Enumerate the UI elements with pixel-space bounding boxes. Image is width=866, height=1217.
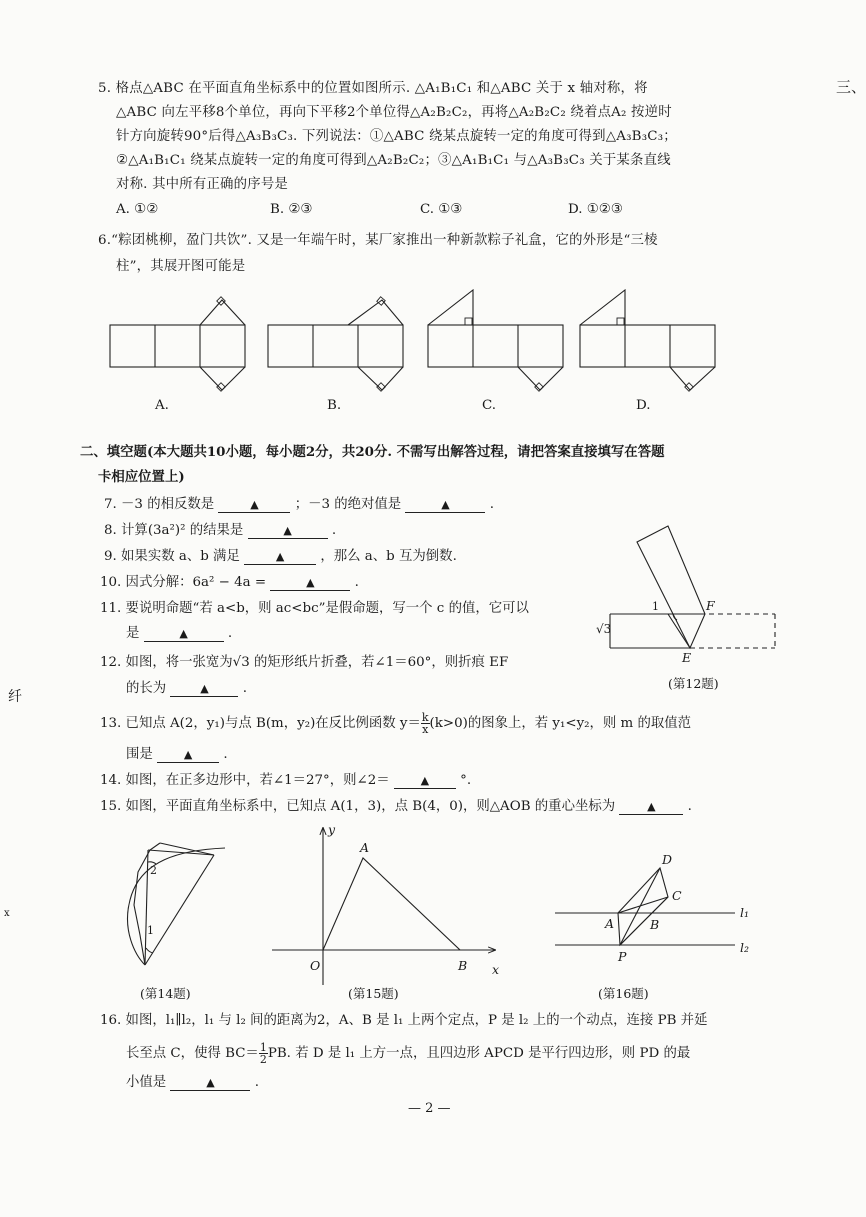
q5-option-c: C. ①③ — [420, 202, 463, 217]
q10-text-a: 10. 因式分解：6a² − 4a = — [100, 575, 267, 590]
fig15-label-a: A — [360, 840, 370, 855]
q7-text-a: 7. －3 的相反数是 — [104, 497, 215, 512]
q16-text-a: 长至点 C，使得 BC＝ — [126, 1046, 259, 1061]
q16-fraction — [259, 1042, 268, 1065]
net-a-label: A. — [155, 398, 169, 413]
fig14-caption: (第14题) — [140, 986, 191, 1001]
answer-mark: ▲ — [647, 800, 656, 813]
q16-text-d: . — [254, 1075, 259, 1090]
fig14-label-angle1: 1 — [147, 924, 154, 937]
fig12-label-angle1: 1 — [652, 600, 659, 613]
q16-text-b: PB. 若 D 是 l₁ 上方一点，且四边形 APCD 是平行四边形，则 PD 的最 — [267, 1046, 691, 1061]
answer-mark: ▲ — [183, 748, 193, 761]
q11-text-b: . — [227, 626, 233, 641]
q15-text-a: 15. 如图，平面直角坐标系中，已知点 A(1，3)，点 B(4，0)，则△AOB 的重心坐标为 — [100, 799, 616, 814]
answer-mark: ▲ — [275, 550, 285, 563]
fig16-label-l1: l₁ — [740, 905, 750, 920]
q14-text-a: 14. 如图，在正多边形中，若∠1＝27°，则∠2＝ — [100, 773, 390, 788]
q8-text-a: 8. 计算(3a²)² 的结果是 — [104, 523, 244, 538]
q9-text-a: 9. 如果实数 a、b 满足 — [104, 549, 240, 564]
answer-mark: ▲ — [283, 524, 292, 537]
fig14-label-angle2: 2 — [150, 864, 157, 877]
fig14-polygon — [128, 843, 225, 965]
margin-mark-x: x — [4, 908, 10, 919]
q5-line-5: 对称. 其中所有正确的序号是 — [116, 177, 288, 192]
fig16-label-p: P — [618, 949, 627, 964]
fig16-label-d: D — [662, 852, 673, 867]
q5-line-4: ②△A₁B₁C₁ 绕某点旋转一定的角度可得到△A₂B₂C₂；③△A₁B₁C₁ 与△A₃B₃C₃ 关于某条直线 — [116, 153, 671, 168]
q15-text-b: . — [687, 799, 692, 814]
answer-mark: ▲ — [179, 627, 188, 640]
q16-fraction-denominator: 2 — [259, 1053, 267, 1066]
q7-text-c: . — [489, 497, 494, 512]
q5-option-a: A. ①② — [116, 202, 159, 217]
q13-text-a: 13. 已知点 A(2，y₁)与点 B(m，y₂)在反比例函数 y＝ — [100, 716, 421, 731]
q6-line-2: 柱”，其展开图可能是 — [116, 259, 246, 274]
q12-text-b: . — [242, 681, 247, 696]
q5-option-b: B. ②③ — [270, 202, 313, 217]
fig16-label-b: B — [650, 917, 660, 932]
answer-mark: ▲ — [420, 774, 430, 787]
q16-fraction-numerator: 1 — [259, 1041, 267, 1054]
q13-text-b: (k>0)的图象上，若 y₁<y₂，则 m 的取值范 — [429, 716, 692, 731]
answer-mark: ▲ — [200, 682, 209, 695]
q13-text-c: 围是 — [126, 747, 153, 762]
fig12-label-e: E — [682, 650, 692, 665]
q13-text-d: . — [223, 747, 228, 762]
answer-mark: ▲ — [250, 498, 259, 511]
q5-line-1: 5. 格点△ABC 在平面直角坐标系中的位置如图所示. △A₁B₁C₁ 和△ABC 关于 x 轴对称，将 — [98, 81, 648, 96]
q14-text-b: °. — [460, 773, 472, 788]
fig16-caption: (第16题) — [598, 986, 649, 1001]
q5-line-3: 针方向旋转90°后得△A₃B₃C₃. 下列说法：①△ABC 绕某点旋转一定的角度可得到△A₃B₃C₃； — [116, 129, 677, 144]
q11-line-1: 11. 要说明命题“若 a<b，则 ac<bc”是假命题，写一个 c 的值，它可以 — [100, 601, 529, 616]
fig15-label-o: O — [310, 958, 321, 973]
fig16-label-a: A — [605, 916, 615, 931]
q13-fraction-denominator: x — [422, 723, 429, 736]
answer-mark: ▲ — [206, 1076, 215, 1089]
q8-text-b: . — [331, 523, 337, 538]
q5-line-2: △ABC 向左平移8个单位，再向下平移2个单位得△A₂B₂C₂，再将△A₂B₂C₂ 绕着点A₂ 按逆时 — [116, 105, 672, 120]
fig15-label-y: y — [328, 822, 336, 837]
section-2-heading-line-1: 二、填空题(本大题共10小题，每小题2分，共20分. 不需写出解答过程，请把答案直接填写在答题 — [80, 444, 665, 460]
section-2-heading-line-2: 卡相应位置上) — [98, 469, 185, 485]
q13-fraction-numerator: k — [421, 711, 429, 724]
q16-line-2 — [126, 1042, 690, 1065]
q16-answer-blank[interactable] — [170, 1076, 250, 1091]
q5-option-d: D. ①②③ — [568, 202, 623, 217]
q12-text-a: 的长为 — [126, 681, 167, 696]
net-b-label: B. — [327, 398, 342, 413]
fig16-lines-parallelogram — [555, 868, 735, 945]
net-c-label: C. — [482, 398, 497, 413]
fig12-caption: (第12题) — [668, 676, 719, 691]
q16-line-1: 16. 如图，l₁∥l₂，l₁ 与 l₂ 间的距离为2，A、B 是 l₁ 上两个定点，P 是 l₂ 上的一个动点，连接 PB 并延 — [100, 1013, 708, 1028]
fig12-label-f: F — [706, 598, 715, 613]
answer-mark: ▲ — [306, 576, 315, 589]
net-d-label: D. — [636, 398, 651, 413]
q7-text-b: ；－3 的绝对值是 — [294, 497, 402, 512]
q12-line-1: 12. 如图，将一张宽为√3 的矩形纸片折叠，若∠1＝60°，则折痕 EF — [100, 655, 509, 670]
q10-text-b: . — [354, 575, 359, 590]
fig16-label-c: C — [672, 888, 682, 903]
q6-line-1: 6.“粽团桃柳，盈门共饮”. 又是一年端午时，某厂家推出一种新款粽子礼盒，它的外形是“三棱 — [98, 233, 658, 248]
margin-mark-left: 纤 — [8, 689, 22, 705]
fig16-label-l2: l₂ — [740, 940, 750, 955]
q16-text-c: 小值是 — [126, 1075, 167, 1090]
fig15-label-x: x — [492, 962, 500, 977]
answer-mark: ▲ — [441, 498, 450, 511]
fig15-label-b: B — [458, 958, 468, 973]
q11-text-a: 是 — [126, 626, 140, 641]
page-number: — 2 — — [408, 1101, 451, 1116]
q16-line-3 — [126, 1074, 259, 1092]
fig15-caption: (第15题) — [348, 986, 399, 1001]
fig12-label-width: √3 — [596, 622, 612, 636]
margin-mark-top-right: 三、 — [836, 78, 866, 96]
q9-text-b: ，那么 a、b 互为倒数. — [320, 549, 457, 564]
